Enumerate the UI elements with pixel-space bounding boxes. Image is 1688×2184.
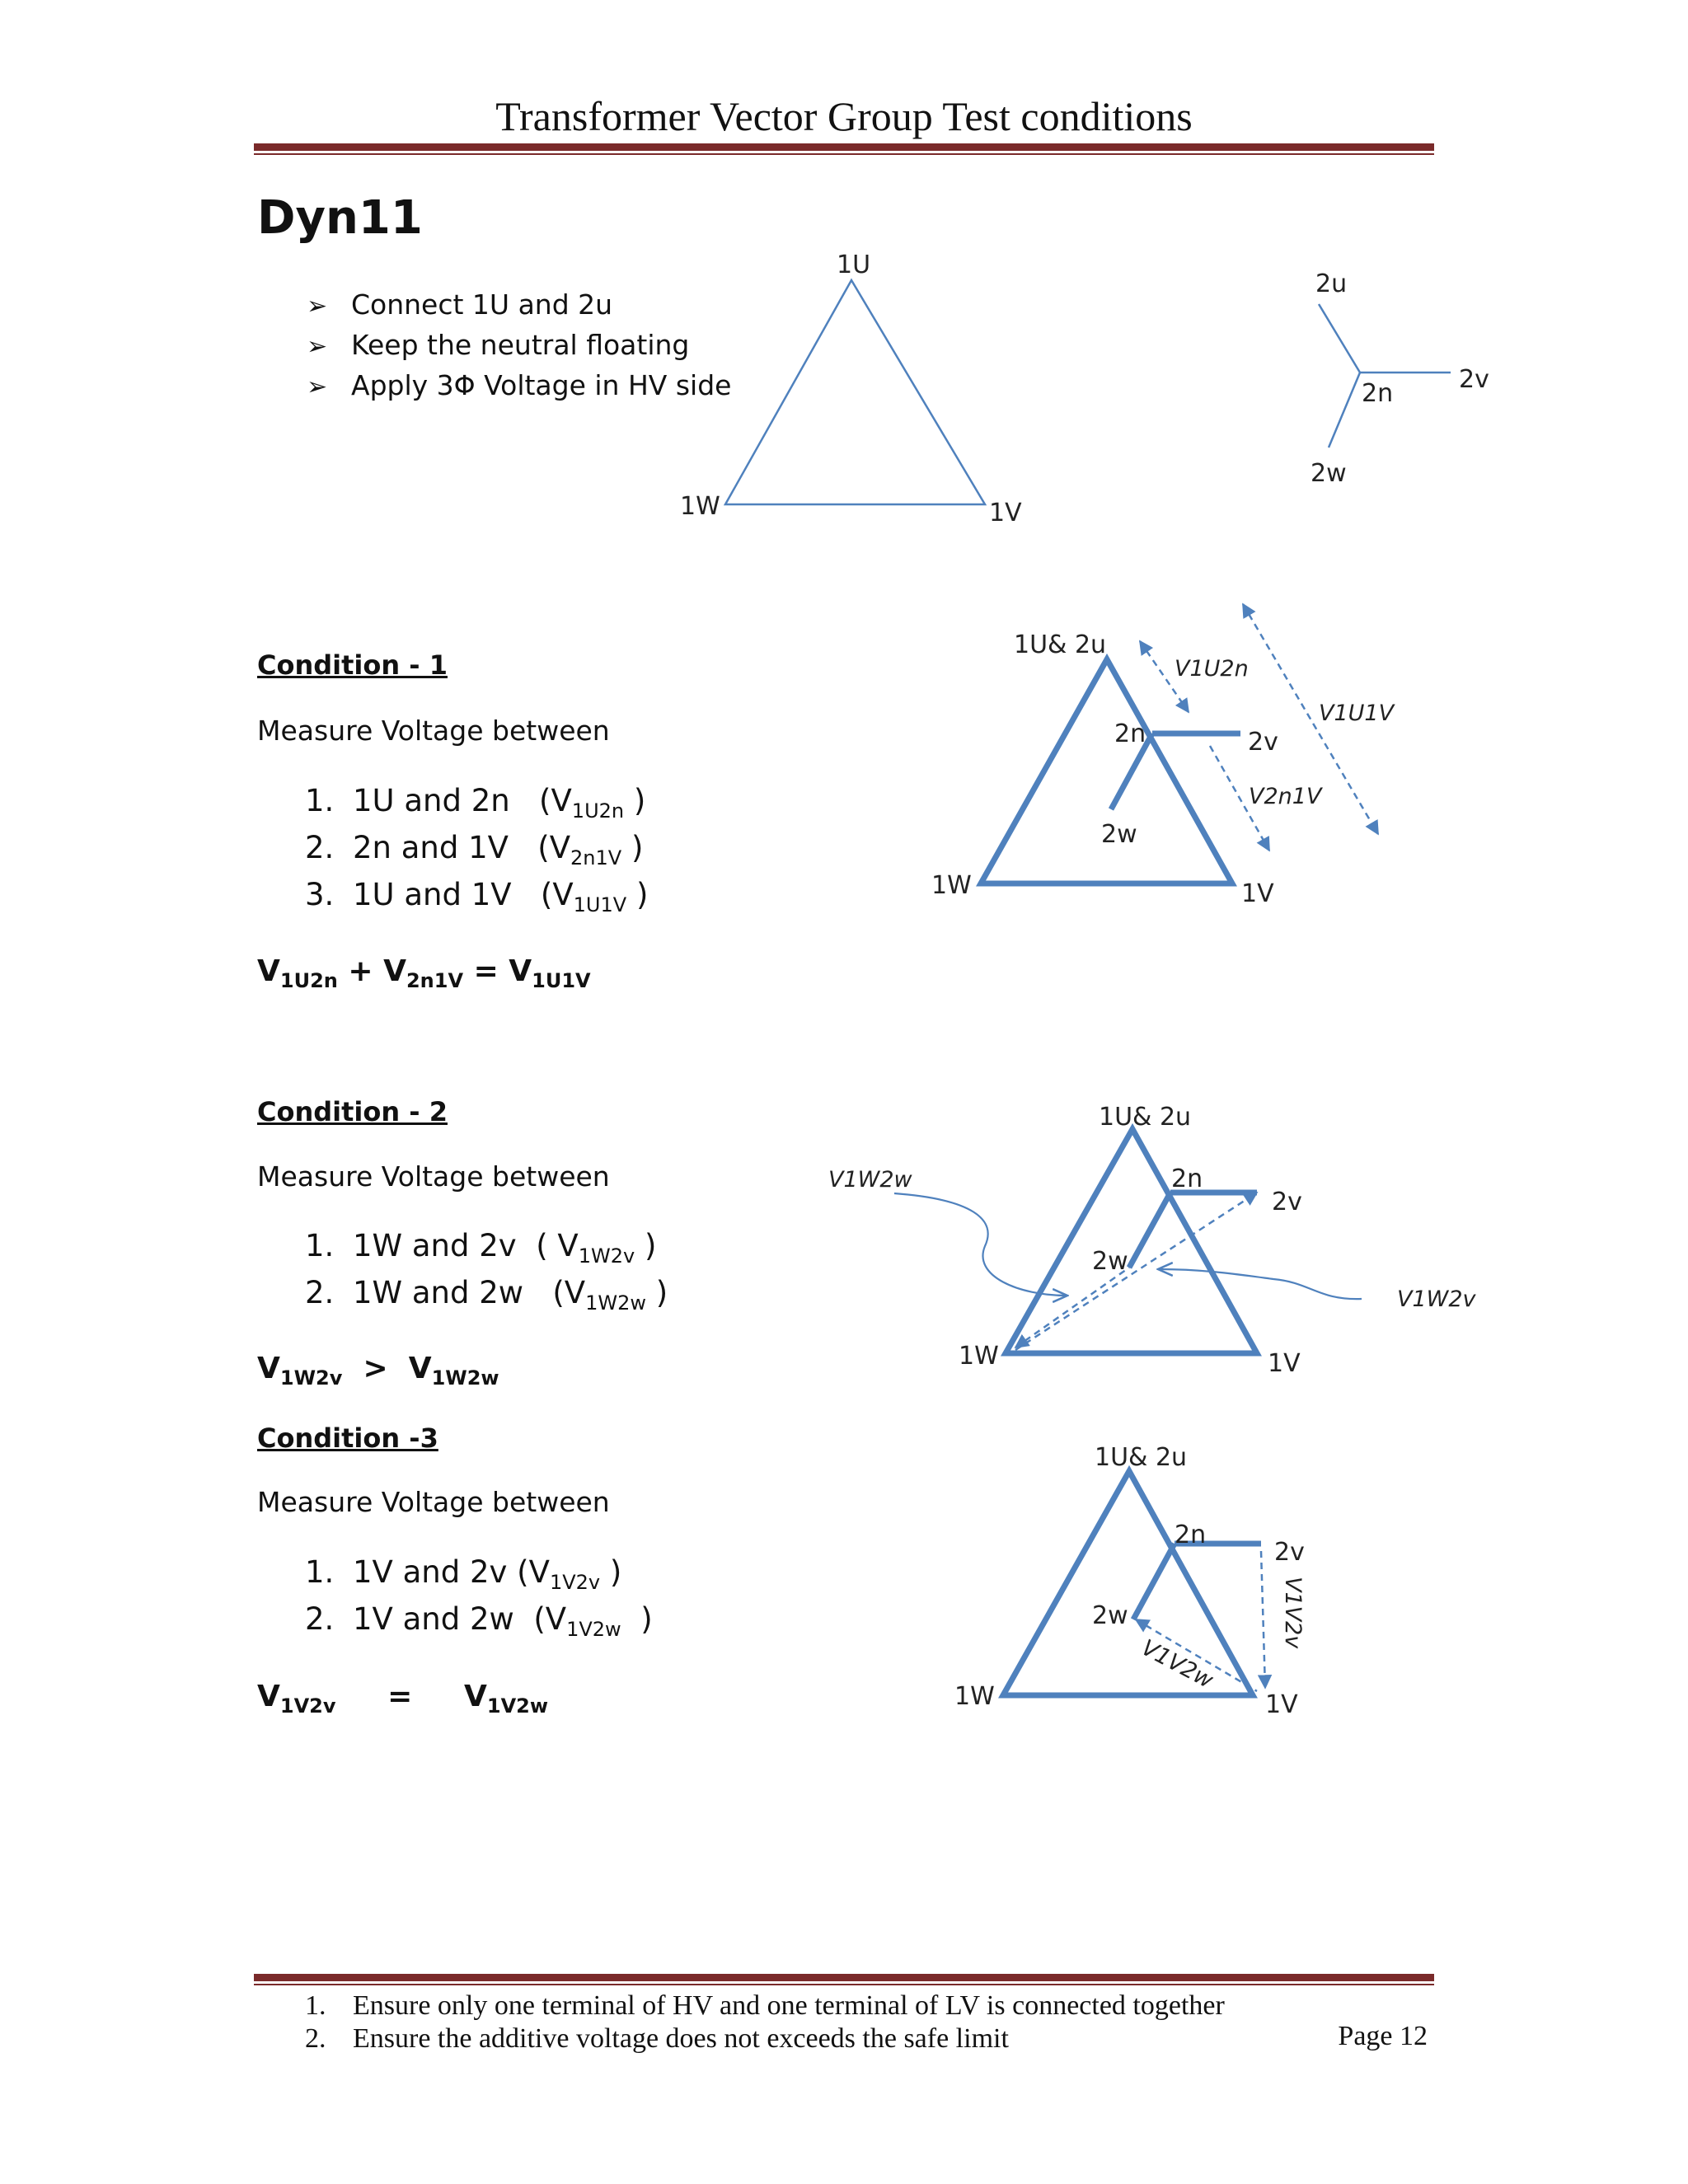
label-1v: 1V: [989, 499, 1022, 527]
svg-text:1U& 2u: 1U& 2u: [1095, 1443, 1188, 1472]
svg-text:2v: 2v: [1248, 728, 1278, 757]
condition-2-diagram: [828, 1103, 1477, 1378]
bullet-arrow-icon: ➢: [307, 292, 328, 321]
hv-delta-diagram: [680, 251, 1022, 527]
label-2u: 2u: [1315, 269, 1348, 298]
footer-note: 1. Ensure only one terminal of HV and one terminal of LV is connected together: [305, 1990, 1225, 2021]
hv-delta-triangle: [725, 280, 985, 504]
vector-group-heading: Dyn11: [257, 191, 423, 245]
bullet-arrow-icon: ➢: [307, 332, 328, 361]
svg-text:1V: 1V: [1241, 879, 1274, 908]
condition-1-item: 1. 1U and 2n ($V_{1U2n}$ ): [305, 783, 646, 823]
svg-text:1V: 1V: [1268, 1349, 1301, 1378]
svg-text:2w: 2w: [1092, 1247, 1128, 1276]
label-2v: 2v: [1459, 365, 1489, 394]
label-2w: 2w: [1311, 459, 1347, 488]
svg-text:2v: 2v: [1272, 1188, 1302, 1216]
svg-text:1V: 1V: [1265, 1690, 1298, 1719]
svg-text:2n: 2n: [1171, 1165, 1203, 1193]
svg-text:V1W2v: V1W2v: [1397, 1286, 1476, 1312]
condition-1-measure: Measure Voltage between: [257, 715, 610, 747]
condition-3-title: Condition -3: [257, 1422, 438, 1454]
svg-text:V2n1V: V2n1V: [1249, 784, 1322, 809]
svg-text:2v: 2v: [1274, 1538, 1305, 1567]
label-1w: 1W: [680, 492, 720, 521]
bullet-arrow-icon: ➢: [307, 373, 328, 401]
condition-3-item: 2. 1V and 2w ($V_{1V2w}$ ): [305, 1601, 653, 1641]
svg-text:1W: 1W: [954, 1682, 995, 1711]
condition-2-item: 1. 1W and 2v ( $V_{1W2v}$ ): [305, 1228, 657, 1268]
svg-text:V1U1V: V1U1V: [1319, 701, 1395, 726]
footer-note: 2. Ensure the additive voltage does not exceeds the safe limit: [305, 2023, 1009, 2054]
svg-text:1W: 1W: [931, 871, 972, 900]
svg-text:V1U2n: V1U2n: [1175, 656, 1249, 682]
svg-text:2n: 2n: [1114, 719, 1146, 748]
page-header-title: Transformer Vector Group Test conditions: [495, 93, 1193, 139]
condition-1-equation: $V_{1U2n} + V_{2n1V} = V_{1U1V}$: [257, 954, 591, 992]
label-2n: 2n: [1362, 379, 1394, 408]
svg-text:1U& 2u: 1U& 2u: [1099, 1103, 1192, 1132]
svg-text:V1V2v: V1V2v: [1280, 1577, 1306, 1649]
condition-2-measure: Measure Voltage between: [257, 1160, 610, 1193]
svg-text:2w: 2w: [1092, 1601, 1128, 1630]
svg-text:2n: 2n: [1175, 1521, 1207, 1549]
condition-2-equation: $V_{1W2v} > V_{1W2w}$: [257, 1352, 499, 1390]
svg-text:V1W2w: V1W2w: [828, 1167, 912, 1193]
condition-1-diagram: [931, 604, 1396, 908]
condition-2-item: 2. 1W and 2w ($V_{1W2w}$ ): [305, 1275, 668, 1315]
condition-1-item: 3. 1U and 1V ($V_{1U1V}$ ): [305, 877, 649, 916]
footer-rule: [254, 1974, 1434, 1981]
condition-2-title: Condition - 2: [257, 1096, 448, 1127]
condition-1-item: 2. 2n and 1V ($V_{2n1V}$ ): [305, 830, 644, 869]
condition-3-equation: $V_{1V2v}$ = $V_{1V2w}$: [257, 1680, 549, 1718]
bullet-item: ➢ Keep the neutral floating: [307, 329, 690, 361]
condition-3-item: 1. 1V and 2v ($V_{1V2v}$ ): [305, 1554, 622, 1594]
footer-rule-thin: [254, 1984, 1434, 1985]
lv-star-diagram: [1311, 269, 1489, 488]
bullet-item: ➢ Apply 3Φ Voltage in HV side: [307, 369, 732, 401]
svg-text:2w: 2w: [1101, 820, 1137, 849]
label-1u: 1U: [837, 251, 871, 279]
condition-3-diagram: [954, 1443, 1306, 1719]
svg-text:V1V2w: V1V2w: [1137, 1634, 1217, 1694]
condition-1-title: Condition - 1: [257, 649, 448, 681]
svg-text:1W: 1W: [959, 1342, 999, 1371]
condition-3-measure: Measure Voltage between: [257, 1486, 610, 1518]
page-number: Page 12: [1338, 2021, 1428, 2051]
svg-text:1U& 2u: 1U& 2u: [1014, 630, 1107, 659]
bullet-item: ➢ Connect 1U and 2u: [307, 288, 613, 321]
